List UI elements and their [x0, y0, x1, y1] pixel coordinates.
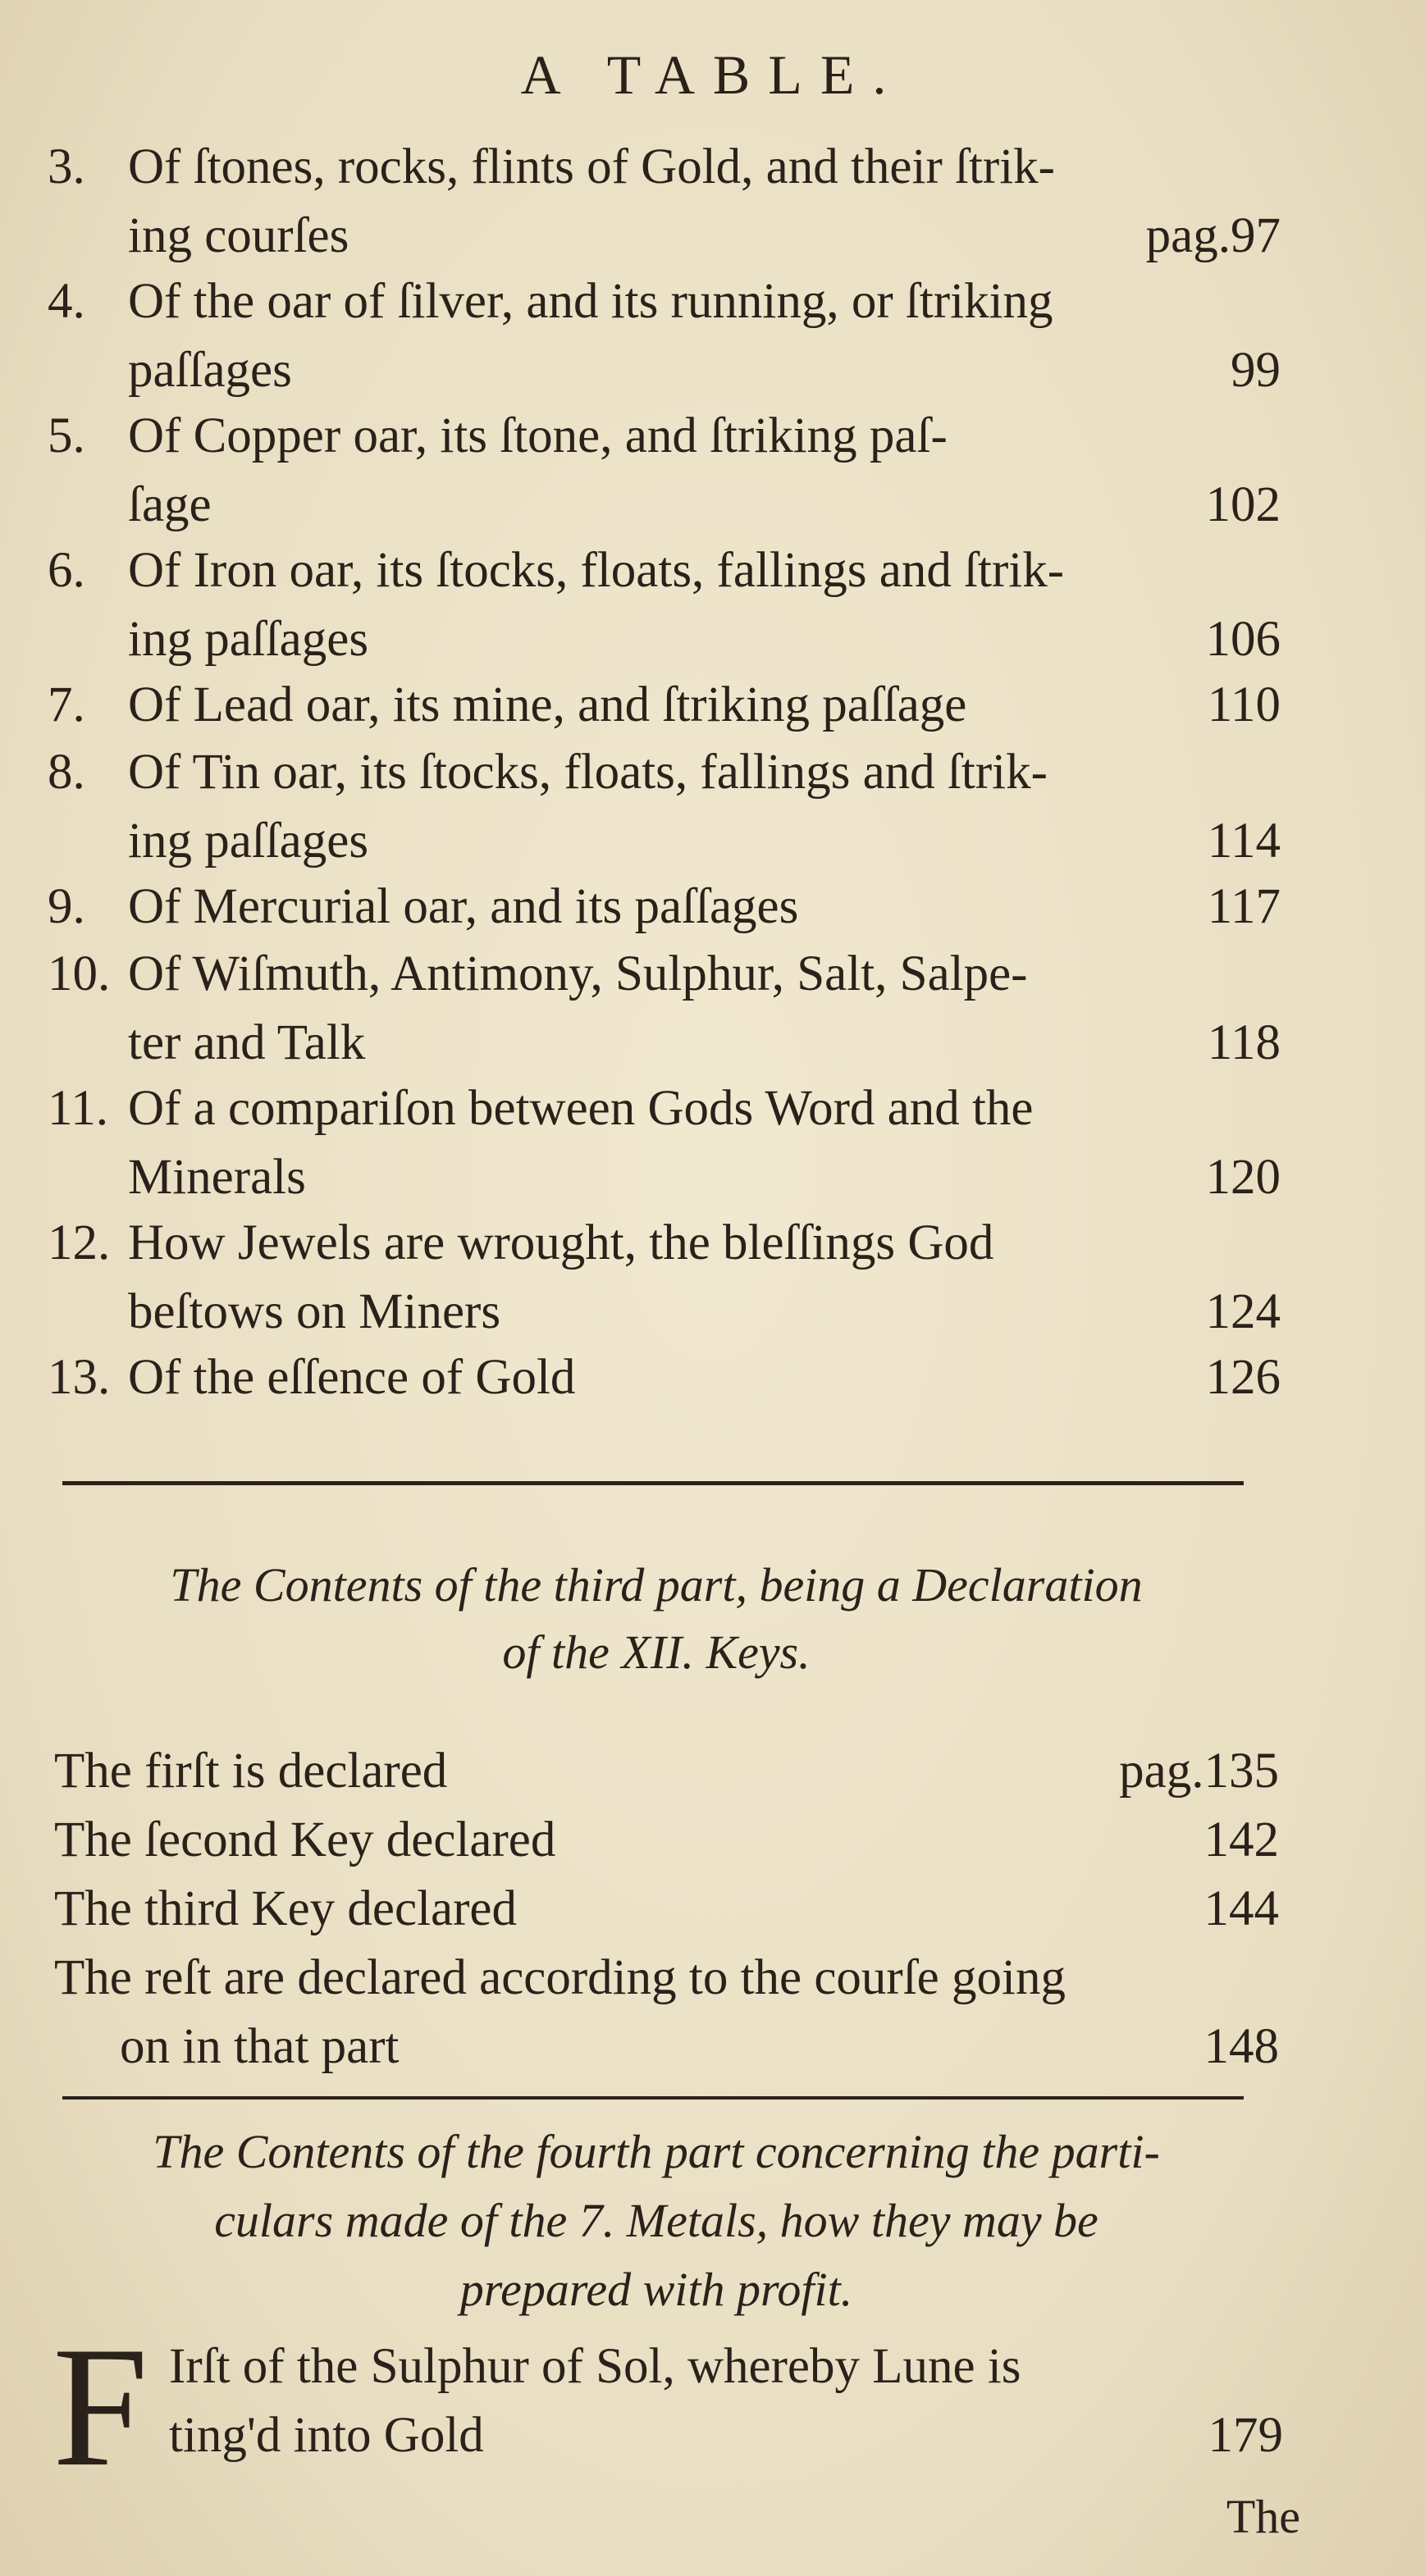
- page-number: 148: [1203, 2019, 1279, 2074]
- catchword: The: [1226, 2490, 1300, 2543]
- toc-entry-line: [48, 807, 1281, 876]
- entry-number: 11.: [48, 1081, 108, 1136]
- key-entry-line: [54, 1806, 1277, 1875]
- page-number: 99: [1231, 343, 1281, 398]
- entry-text: Of Lead oar, its mine, and ſtriking paſſage: [128, 677, 967, 732]
- part4-second-line: ting'd into Gold: [169, 2408, 484, 2463]
- toc-entry-line: [48, 940, 1278, 1009]
- key-entry: [54, 1875, 1277, 1944]
- toc-entry: [48, 671, 1281, 740]
- toc-entry: [48, 1343, 1281, 1412]
- page-number: 114: [1207, 814, 1281, 869]
- entry-number: 6.: [48, 543, 85, 598]
- entry-number: 3.: [48, 139, 85, 194]
- entry-number: 8.: [48, 745, 85, 800]
- toc-entry: [48, 402, 1281, 540]
- entry-text: The ſecond Key declared: [54, 1812, 556, 1867]
- toc-entry-line: [48, 873, 1281, 941]
- page-number: 142: [1203, 1812, 1279, 1867]
- entry-text: How Jewels are wrought, the bleſſings God: [128, 1215, 994, 1270]
- toc-entry-line: [48, 1278, 1281, 1347]
- key-entry-line: [54, 1737, 1277, 1806]
- toc-entry-line: [48, 267, 1278, 336]
- entry-text: Of Iron oar, its ſtocks, floats, fallings and ſtrik-: [128, 543, 1065, 598]
- toc-entry-line: [48, 336, 1281, 405]
- toc-entry-line: [48, 536, 1278, 605]
- part3-heading-line1: The Contents of the third part, being a Declaration: [170, 1558, 1143, 1612]
- entry-text: on in that part: [120, 2019, 400, 2074]
- toc-entry: [48, 1074, 1281, 1212]
- entry-text: ing courſes: [128, 208, 349, 263]
- entry-text: The reſt are declared according to the courſe going: [54, 1950, 1066, 2005]
- entry-text: ing paſſages: [128, 814, 369, 869]
- page-number: 179: [1208, 2408, 1283, 2463]
- page-number: 110: [1207, 677, 1281, 732]
- key-entry: [54, 1944, 1277, 2081]
- page-number: 117: [1207, 879, 1281, 934]
- entry-number: 4.: [48, 274, 85, 329]
- part3-heading-line2: of the XII. Keys.: [502, 1625, 811, 1679]
- key-entry: [54, 1806, 1277, 1875]
- entry-number: 12.: [48, 1215, 111, 1270]
- toc-entry: [48, 940, 1281, 1078]
- entry-number: 13.: [48, 1350, 111, 1405]
- part4-first-entry: [169, 2332, 1281, 2470]
- toc-entry: [48, 536, 1281, 674]
- part4-heading-line1: The Contents of the fourth part concerning the parti-: [153, 2125, 1160, 2178]
- entry-text: beſtows on Miners: [128, 1284, 501, 1339]
- toc-entry-line: [48, 1074, 1278, 1143]
- toc-entry: [48, 267, 1281, 405]
- entry-number: 7.: [48, 677, 85, 732]
- toc-entry-line: [48, 671, 1281, 740]
- entry-number: 5.: [48, 408, 85, 463]
- part4-heading: [49, 2118, 1263, 2324]
- entry-text: Of the eſſence of Gold: [128, 1350, 576, 1405]
- drop-cap: F: [53, 2312, 148, 2502]
- key-entry-line: [54, 2013, 1277, 2081]
- entry-number: 9.: [48, 879, 85, 934]
- page-number: pag.97: [1145, 208, 1281, 263]
- entry-text: ing paſſages: [128, 612, 369, 667]
- page-number: 118: [1207, 1015, 1281, 1070]
- section-rule-2: [62, 2096, 1244, 2100]
- part3-heading: [49, 1552, 1263, 1686]
- entry-text: Of ſtones, rocks, flints of Gold, and their ſtrik-: [128, 139, 1055, 194]
- toc-entry-line: [48, 133, 1278, 202]
- key-entry-line: [54, 1944, 1277, 2013]
- toc-entry: [48, 738, 1281, 876]
- entry-text: Minerals: [128, 1150, 306, 1205]
- toc-entry-line: [48, 1143, 1281, 1212]
- toc-entry-line: [48, 1009, 1281, 1078]
- toc-entry-line: [48, 402, 1278, 471]
- entry-text: ſage: [128, 477, 212, 532]
- part4-second-line-wrap: [169, 2401, 1281, 2470]
- page-number: 102: [1205, 477, 1281, 532]
- toc-entry: [48, 1209, 1281, 1347]
- toc-entry-line: [48, 202, 1281, 271]
- key-entry: [54, 1737, 1277, 1806]
- toc-entry: [48, 133, 1281, 271]
- page-number: 120: [1205, 1150, 1281, 1205]
- part4-heading-line3: prepared with profit.: [459, 2263, 853, 2316]
- page-number: pag.135: [1119, 1744, 1279, 1799]
- entry-number: 10.: [48, 946, 111, 1001]
- entry-text: paſſages: [128, 343, 292, 398]
- entry-text: Of a compariſon between Gods Word and the: [128, 1081, 1034, 1136]
- toc-entry: [48, 873, 1281, 941]
- entry-text: Of Copper oar, its ſtone, and ſtriking paſ-: [128, 408, 948, 463]
- toc-entry-line: [48, 1209, 1278, 1278]
- page-number: 106: [1205, 612, 1281, 667]
- entry-text: The firſt is declared: [54, 1744, 448, 1799]
- toc-entry-line: [48, 738, 1278, 807]
- page-number: 126: [1205, 1350, 1281, 1405]
- entry-text: ter and Talk: [128, 1015, 366, 1070]
- entry-text: Of Mercurial oar, and its paſſages: [128, 879, 799, 934]
- entry-text: Of the oar of ſilver, and its running, or ſtriking: [128, 274, 1053, 329]
- entry-text: Of Wiſmuth, Antimony, Sulphur, Salt, Salpe-: [128, 946, 1028, 1001]
- part4-first-line: Irſt of the Sulphur of Sol, whereby Lune is: [169, 2339, 1021, 2394]
- entry-text: Of Tin oar, its ſtocks, floats, fallings and ſtrik-: [128, 745, 1048, 800]
- toc-entry-line: [48, 1343, 1281, 1412]
- page-number: 144: [1203, 1881, 1279, 1936]
- page-number: 124: [1205, 1284, 1281, 1339]
- entry-text: The third Key declared: [54, 1881, 517, 1936]
- key-entry-line: [54, 1875, 1277, 1944]
- part4-heading-line2: culars made of the 7. Metals, how they may be: [214, 2194, 1098, 2247]
- running-header: A TABLE.: [520, 43, 905, 106]
- toc-entry-line: [48, 471, 1281, 540]
- section-rule: [62, 1481, 1244, 1485]
- toc-entry-line: [48, 605, 1281, 674]
